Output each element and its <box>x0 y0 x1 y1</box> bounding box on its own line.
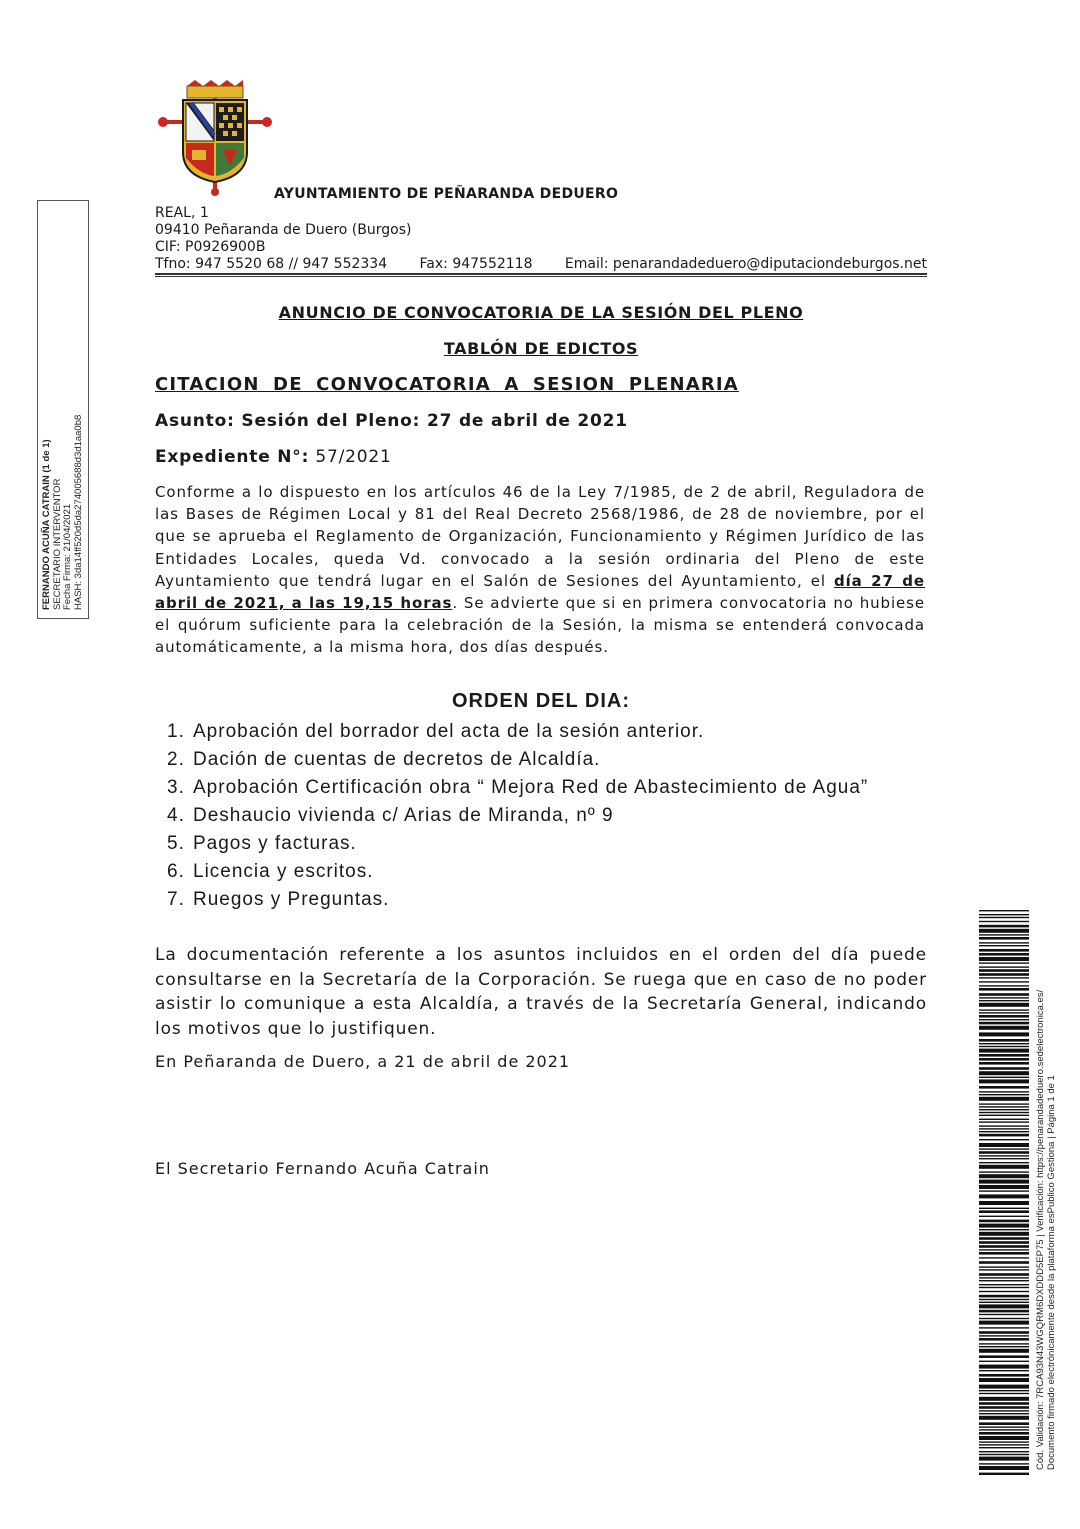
barcode-bar <box>979 1385 1029 1389</box>
fax-number: Fax: 947552118 <box>419 256 533 272</box>
agenda-item <box>155 832 925 855</box>
validation-lines <box>1035 910 1057 1470</box>
barcode-bar <box>979 934 1029 935</box>
announcement-title: ANUNCIO DE CONVOCATORIA DE LA SESIÓN DEL PLENO <box>278 303 804 322</box>
barcode-bar <box>979 1180 1029 1184</box>
barcode-bar <box>979 1194 1029 1198</box>
barcode-bar <box>979 1269 1029 1270</box>
email-address: Email: penarandadeduero@diputaciondeburgos.net <box>564 256 927 272</box>
barcode-bar <box>979 921 1029 922</box>
barcode-bar <box>979 1457 1029 1461</box>
barcode-bar <box>979 1422 1029 1425</box>
barcode-bar <box>979 1447 1029 1448</box>
barcode-bar <box>979 957 1029 961</box>
barcode-bar <box>979 1277 1029 1278</box>
barcode-bar <box>979 1451 1029 1452</box>
validation-code-line: Cód. Validación: 7RCA93N43WGQRM6DXDDD5EP75 | Verificación: https://penarandadeduero.sedelectronica.es/ <box>1035 989 1046 1470</box>
barcode-bar <box>979 1201 1029 1205</box>
barcode-bar <box>979 1370 1029 1371</box>
barcode-bar <box>979 1210 1029 1213</box>
agenda-item <box>155 888 925 911</box>
barcode-bar <box>979 962 1029 963</box>
citation-title: CITACION DE CONVOCATORIA A SESION PLENARIA <box>155 374 739 395</box>
barcode-bar <box>979 1046 1029 1047</box>
barcode-bar <box>979 993 1029 996</box>
organization-name: AYUNTAMIENTO DE PEÑARANDA DEDUERO <box>274 186 619 202</box>
barcode-bar <box>979 1190 1029 1191</box>
barcode-bar <box>979 1466 1029 1470</box>
phone-numbers: Tfno: 947 5520 68 // 947 552334 <box>155 256 388 272</box>
signature-hash: HASH: 3da14ff520d5da274005688d3d1aa0b8 <box>72 414 84 610</box>
barcode-bar <box>979 1287 1029 1288</box>
barcode-bar <box>979 1310 1029 1313</box>
barcode-bar <box>979 1378 1029 1382</box>
barcode-bar <box>979 1349 1029 1353</box>
validation-footer <box>1031 910 1061 1470</box>
barcode-bar <box>979 1071 1029 1075</box>
subject-line: Asunto: Sesión del Pleno: 27 de abril de 2021 <box>155 411 628 431</box>
platform-note-line: Documento firmado electrónicamente desde la plataforma esPublico Gestiona | Página 1 de 1 <box>1046 1075 1057 1470</box>
barcode-bar <box>979 942 1029 943</box>
barcode-bar <box>979 917 1029 918</box>
agenda-item-text: Ruegos y Preguntas. <box>193 889 390 910</box>
barcode-bar <box>979 1039 1029 1042</box>
barcode-bar <box>979 910 1029 911</box>
place-and-date: En Peñaranda de Duero, a 21 de abril de 2021 <box>155 1052 571 1071</box>
barcode-bar <box>979 985 1029 986</box>
barcode-bar <box>979 1158 1029 1159</box>
barcode-bar <box>979 1026 1029 1030</box>
tax-id: CIF: P0926900B <box>155 239 266 255</box>
barcode-bar <box>979 929 1029 933</box>
signature-details <box>42 210 84 610</box>
agenda-item-text: Pagos y facturas. <box>193 833 357 854</box>
barcode-bar <box>979 1284 1029 1285</box>
barcode-bar <box>979 1441 1029 1442</box>
barcode-bar <box>979 1397 1029 1401</box>
barcode-bar <box>979 1049 1029 1053</box>
barcode-bar <box>979 1393 1029 1394</box>
barcode-bar <box>979 1220 1029 1223</box>
agenda-item <box>155 804 925 827</box>
session-date-highlight: día 27 de abril de 2021, a las 19,15 horas <box>155 571 925 613</box>
barcode-bar <box>979 1299 1029 1300</box>
file-number-line <box>155 447 392 467</box>
barcode-bar <box>979 1015 1029 1018</box>
barcode-bar <box>979 1119 1029 1120</box>
agenda-item-text: Licencia y escritos. <box>193 861 374 882</box>
barcode-bar <box>979 1429 1029 1430</box>
barcode-bar <box>979 1155 1029 1156</box>
agenda-title: ORDEN DEL DIA: <box>451 690 631 712</box>
barcode-bar <box>979 1067 1029 1070</box>
barcode-bar <box>979 1094 1029 1095</box>
barcode-bar <box>979 1374 1029 1377</box>
barcode-bar <box>979 1346 1029 1347</box>
barcode-bar <box>979 1019 1029 1020</box>
barcode-bar <box>979 1406 1029 1409</box>
signer-role: SECRETARIO INTERVENTOR <box>51 478 63 610</box>
barcode-bar <box>979 1321 1029 1325</box>
electronic-signature-box <box>37 200 89 619</box>
barcode-bar <box>979 988 1029 991</box>
barcode-bar <box>979 1355 1029 1358</box>
agenda-item-text: Aprobación Certificación obra “ Mejora Red de Abastecimiento de Agua” <box>193 777 869 798</box>
barcode-bar <box>979 1402 1029 1405</box>
barcode-bar <box>979 1162 1029 1163</box>
address-street: REAL, 1 <box>155 205 209 221</box>
barcode-bar <box>979 1112 1029 1113</box>
barcode-bar <box>979 1216 1029 1217</box>
barcode-bar <box>979 1463 1029 1464</box>
barcode-bar <box>979 1327 1029 1328</box>
agenda-item-number: 4. <box>167 805 185 826</box>
barcode-bar <box>979 1237 1029 1240</box>
barcode-bar <box>979 1032 1029 1036</box>
barcode-bar <box>979 945 1029 946</box>
barcode-bar <box>979 1139 1029 1140</box>
barcode-bar <box>979 914 1029 915</box>
barcode-bar <box>979 1252 1029 1255</box>
barcode-bar <box>979 1174 1029 1178</box>
barcode-bar <box>979 1365 1029 1369</box>
barcode-bar <box>979 1261 1029 1264</box>
barcode-bar <box>979 1318 1029 1319</box>
closing-paragraph: La documentación referente a los asuntos incluidos en el orden del día puede consultarse en la Secretaría de la Corporación. Se ruega que en caso de no poder asistir lo comunique a esta Alcaldía, a través de la Secretaría General, indicando los motivos que lo justifiquen. <box>155 945 927 1039</box>
barcode-bar <box>979 966 1029 967</box>
barcode-bar <box>979 977 1029 978</box>
barcode-bar <box>979 1249 1029 1250</box>
agenda-item <box>155 748 925 771</box>
barcode-bar <box>979 1134 1029 1137</box>
barcode-bar <box>979 1086 1029 1089</box>
barcode-bar <box>979 1245 1029 1248</box>
barcode-bar <box>979 1109 1029 1110</box>
barcode-bar <box>979 1331 1029 1334</box>
barcode-bar <box>979 1062 1029 1065</box>
barcode-bar <box>979 1043 1029 1044</box>
barcode-bar <box>979 1413 1029 1414</box>
address-city: 09410 Peñaranda de Duero (Burgos) <box>155 222 412 238</box>
barcode-bar <box>979 1410 1029 1411</box>
barcode-bar <box>979 1416 1029 1420</box>
barcode-bar <box>979 1079 1029 1083</box>
agenda-item-text: Dación de cuentas de decretos de Alcaldía. <box>193 749 601 770</box>
barcode-bar <box>979 1280 1029 1281</box>
barcode-bar <box>979 1304 1029 1308</box>
file-number-label: Expediente N°: <box>155 447 310 467</box>
barcode-bar <box>979 1151 1029 1154</box>
signature-date: Fecha Firma: 21/04/2021 <box>62 503 73 610</box>
barcode-bar <box>979 1338 1029 1341</box>
notice-board-title: TABLÓN DE EDICTOS <box>443 339 639 358</box>
barcode-bar <box>979 1115 1029 1116</box>
barcode-bar <box>979 1058 1029 1061</box>
barcode-bar <box>979 937 1029 940</box>
barcode-bar <box>979 1009 1029 1010</box>
agenda-item-text: Aprobación del borrador del acta de la sesión anterior. <box>193 721 705 742</box>
barcode-bar <box>979 1077 1029 1078</box>
barcode-bar <box>979 1103 1029 1104</box>
barcode-bar <box>979 1229 1029 1230</box>
agenda-item <box>155 860 925 883</box>
barcode-bar <box>979 1302 1029 1303</box>
barcode-bar <box>979 973 1029 976</box>
barcode-bar <box>979 1143 1029 1147</box>
agenda-item-number: 6. <box>167 861 185 882</box>
barcode-bar <box>979 1003 1029 1007</box>
body-text-before: Conforme a lo dispuesto en los artículos 46 de la Ley 7/1985, de 2 de abril, Reguladora de las Bases de Régimen Local y 81 del Real Decreto 2568/1986, de 28 de noviembre, por el que se aprueba el Reglamento de Organización, Funcionamiento y Régimen Jurídico de las Entidades Locales, queda Vd. convocado a la sesión ordinaria del Pleno de este Ayuntamiento que tendrá lugar en el Salón de Sesiones del Ayuntamiento, el <box>155 483 925 590</box>
agenda-list <box>155 720 925 916</box>
barcode-bar <box>979 1444 1029 1445</box>
barcode-bar <box>979 1436 1029 1440</box>
barcode-bar <box>979 981 1029 982</box>
barcode-bar <box>979 1131 1029 1132</box>
barcode-bar <box>979 1257 1029 1258</box>
barcode-bar <box>979 1022 1029 1025</box>
barcode-bar <box>979 1106 1029 1107</box>
barcode-bar <box>979 1208 1029 1209</box>
signer-line: El Secretario Fernando Acuña Catrain <box>155 1159 490 1178</box>
contact-line <box>155 256 927 272</box>
barcode-bar <box>979 1273 1029 1276</box>
agenda-item-number: 2. <box>167 749 185 770</box>
agenda-item <box>155 776 925 799</box>
barcode-bar <box>979 1266 1029 1267</box>
file-number-value: 57/2021 <box>309 447 392 467</box>
barcode-bar <box>979 1361 1029 1362</box>
coat-of-arms-logo <box>155 80 275 198</box>
barcode-bar <box>979 925 1029 928</box>
barcode-bar <box>979 1473 1029 1475</box>
barcode-bar <box>979 949 1029 952</box>
barcode-bar <box>979 1097 1029 1101</box>
agenda-item <box>155 720 925 743</box>
barcode-bar <box>979 1054 1029 1057</box>
barcode-bar <box>979 1314 1029 1315</box>
agenda-item-number: 7. <box>167 889 185 910</box>
agenda-item-text: Deshaucio vivienda c/ Arias de Miranda, nº 9 <box>193 805 614 826</box>
barcode-bar <box>979 1241 1029 1244</box>
validation-barcode <box>979 910 1029 1475</box>
barcode-bar <box>979 1454 1029 1455</box>
barcode-bar <box>979 1335 1029 1336</box>
barcode-bar <box>979 1000 1029 1001</box>
barcode-bar <box>979 1232 1029 1236</box>
barcode-bar <box>979 997 1029 998</box>
barcode-bar <box>979 1125 1029 1126</box>
barcode-bar <box>979 1432 1029 1435</box>
barcode-bar <box>979 1224 1029 1228</box>
barcode-bar <box>979 1165 1029 1169</box>
agenda-item-number: 5. <box>167 833 185 854</box>
header-divider <box>155 273 927 277</box>
body-paragraph <box>155 481 925 659</box>
barcode-bar <box>979 969 1029 972</box>
barcode-bar <box>979 1148 1029 1149</box>
barcode-bar <box>979 1012 1029 1013</box>
barcode-bar <box>979 1343 1029 1344</box>
barcode-bar <box>979 1091 1029 1092</box>
agenda-item-number: 3. <box>167 777 185 798</box>
barcode-bar <box>979 1295 1029 1298</box>
barcode-bar <box>979 1291 1029 1292</box>
barcode-bar <box>979 1121 1029 1122</box>
barcode-bar <box>979 1390 1029 1391</box>
barcode-bar <box>979 1426 1029 1427</box>
barcode-bar <box>979 1128 1029 1129</box>
signer-name: FERNANDO ACUÑA CATRAIN (1 de 1) <box>41 438 52 610</box>
barcode-bar <box>979 1171 1029 1172</box>
body-text-after: . Se advierte que si en primera convocatoria no hubiese el quórum suficiente para la celebración de la Sesión, la misma se entenderá convocada automáticamente, a la misma hora, dos días después. <box>155 594 925 657</box>
barcode-bar <box>979 953 1029 956</box>
barcode-bar <box>979 1185 1029 1189</box>
agenda-item-number: 1. <box>167 721 185 742</box>
